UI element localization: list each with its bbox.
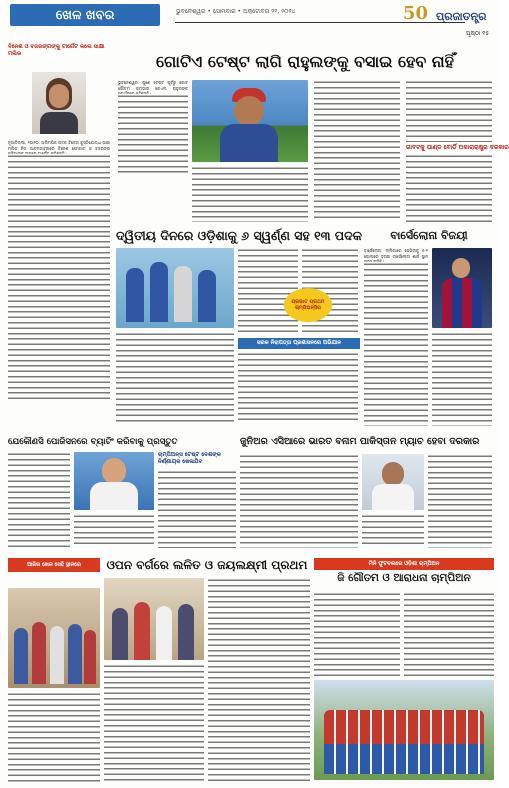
championship-badge: ପ୍ରଭାତ ପ୍ରଥମ ଚାମ୍ପିଅନ୍ସିପ xyxy=(284,288,332,322)
bottom-right-body-col1 xyxy=(314,592,400,676)
india-pak-body-col2 xyxy=(362,514,424,548)
medal-headline: ଦ୍ୱିତୀୟ ଦିନରେ ଓଡ଼ିଶାକୁ ୬ ସ୍ୱର୍ଣ୍ଣ ସହ ୧୩ ପଦକ xyxy=(116,228,362,243)
barca-body-intro: ବାର୍ସେଲୋନା: ଲାଲିଗାରେ ସେଭିଲାକୁ ୫-୧ ଗୋଲରେ ହରାଇ ବାର୍ସେଲୋନା ଶୀର୍ଷ ସ୍ଥାନ xyxy=(364,248,428,259)
sidebar-body: ନୂଆଦିଲ୍ଲୀ, ୨୦ା୧୦: ଅଲିମ୍ପିକ ପଦକ ବିଜେତା କୁସ୍ତିଯୋଦ୍ଧା ସାକ୍ଷୀ ମଲିକ ନିଜ ଆତ୍ମଜୀବନୀରେ ବିନେଶ ଫୋଗାଟ ଓ ବଜରଙ୍ଗ xyxy=(8,140,110,151)
sidebar-body-continued xyxy=(8,234,110,400)
barca-body-col2 xyxy=(432,332,492,426)
smith-story xyxy=(8,436,236,554)
india-pak-headline: ଜୁନିଅର ଏସିଆରେ ଭାରତ ବନାମ ପାକିସ୍ତାନ ମ୍ୟାଚ ହେବା ଦରକାର xyxy=(240,436,480,447)
lead-headline: ଗୋଟିଏ ଟେଷ୍ଟ ଲାଗି ରାହୁଲଙ୍କୁ ବସାଇ ହେବ ନାହିଁ xyxy=(156,52,454,71)
lead-body-col1 xyxy=(118,94,188,174)
section-title: ଖେଳ ଖବର xyxy=(10,4,160,26)
lead-body-col3 xyxy=(314,80,400,222)
lead-body-col5 xyxy=(406,154,492,222)
barca-story xyxy=(364,228,494,432)
lead-story xyxy=(116,44,509,224)
lewandowski-photo xyxy=(432,248,492,328)
page-number: ପୃଷ୍ଠା ୧୫ xyxy=(466,30,490,37)
lead-body-intro: ଭୁବନେଶ୍ୱର: ପୁଣେ ଟେଷ୍ଟ ପୂର୍ବରୁ କୋଚ ଗୌତମ ଗମ୍ଭୀର କେଏଲ ରାହୁଲଙ୍କ xyxy=(118,80,188,91)
medal-subhead: ସରକ ନିରାପତ୍ତା ପ୍ରଶାସନରେ ଅଭିଯାନ xyxy=(238,338,360,349)
smith-photo xyxy=(74,452,154,510)
official-photo xyxy=(362,454,424,510)
bottom-right-label: ମିନି ଫୁଟବଲରେ ଓଡ଼ିଶା ଚାମ୍ପିଅନ xyxy=(314,558,494,570)
lead-body-col2 xyxy=(192,166,308,222)
medal-winners-photo xyxy=(116,248,234,328)
lead-body-col4 xyxy=(406,80,492,142)
bottom-left-body xyxy=(8,692,100,782)
medal-body-col1 xyxy=(238,248,298,334)
lead-side-headline: ଗାବଟକୁ ପାଣ୍ଡ ବୋର୍ଡି ଅକାରାରାଷ୍ଟ୍ର ଦରକାର xyxy=(406,144,509,151)
sidebar-headline: ବିନେଶ ଓ ବଜରଙ୍ଗଙ୍କୁ ଟାର୍ଗେଟ କଲେ ସାକ୍ଷୀ ମଲିକ xyxy=(8,44,105,57)
india-pak-body-col1 xyxy=(240,454,358,548)
chess-winners-photo xyxy=(8,588,100,688)
bottom-left-label: ଆଜିର ଖେଳ ସେହି ସ୍ଥାନରେ xyxy=(8,558,100,572)
newspaper-logo xyxy=(403,3,493,27)
logo-brand: ପ୍ରଜାତନ୍ତ୍ର xyxy=(436,10,487,23)
football-team-photo xyxy=(314,680,494,780)
gambhir-photo xyxy=(192,80,308,162)
smith-headline: ଯେକୌଣସି ପୋଜିସନରେ ବ୍ୟାଟିଂ କରିବାକୁ ପ୍ରସ୍ତୁତ xyxy=(8,437,178,447)
india-pak-body-col3 xyxy=(428,454,492,548)
open-category-photo xyxy=(104,578,204,660)
medal-body-col3 xyxy=(116,332,234,424)
smith-body-col3 xyxy=(74,514,154,548)
medal-story xyxy=(116,228,360,432)
barca-headline: ବାର୍ସେଲୋନା ବିଜୟୀ xyxy=(390,229,468,242)
bottom-center-body-col2 xyxy=(208,578,310,782)
smith-body-col2 xyxy=(158,470,236,548)
bottom-center-body-col1 xyxy=(104,664,204,782)
india-pak-story xyxy=(240,436,494,554)
sakshi-photo xyxy=(32,72,86,134)
logo-number: 50 xyxy=(403,3,429,24)
dateline: ଭୁବନେଶ୍ୱର • ସୋମବାର • ଅକ୍ଟୋବର ୨୧, ୨୦୨୪ xyxy=(176,8,296,15)
sidebar-body-lines xyxy=(8,154,110,234)
barca-body-col1 xyxy=(364,262,428,426)
sidebar-story xyxy=(8,44,110,234)
bottom-right-body-col2 xyxy=(404,592,494,676)
bottom-right-headline: ଜି ଗୌତମ ଓ ଆରାଧନା ଚାମ୍ପିଅନ xyxy=(337,572,471,584)
smith-side-headline: ଚାମ୍ପିଅନ୍ସ ଟେଷ୍ଟ ଦେଶଙ୍କ ନିର୍ଣ୍ଣାୟକ ଖେଳାଯିବ xyxy=(158,452,221,465)
smith-body-col1 xyxy=(8,452,70,548)
medal-body-col4 xyxy=(238,352,358,424)
masthead xyxy=(0,0,500,38)
bottom-center-headline: ଓପନ ବର୍ଗରେ ଲଳିତ ଓ ଜୟଲକ୍ଷ୍ମୀ ପ୍ରଥମ xyxy=(106,558,308,572)
